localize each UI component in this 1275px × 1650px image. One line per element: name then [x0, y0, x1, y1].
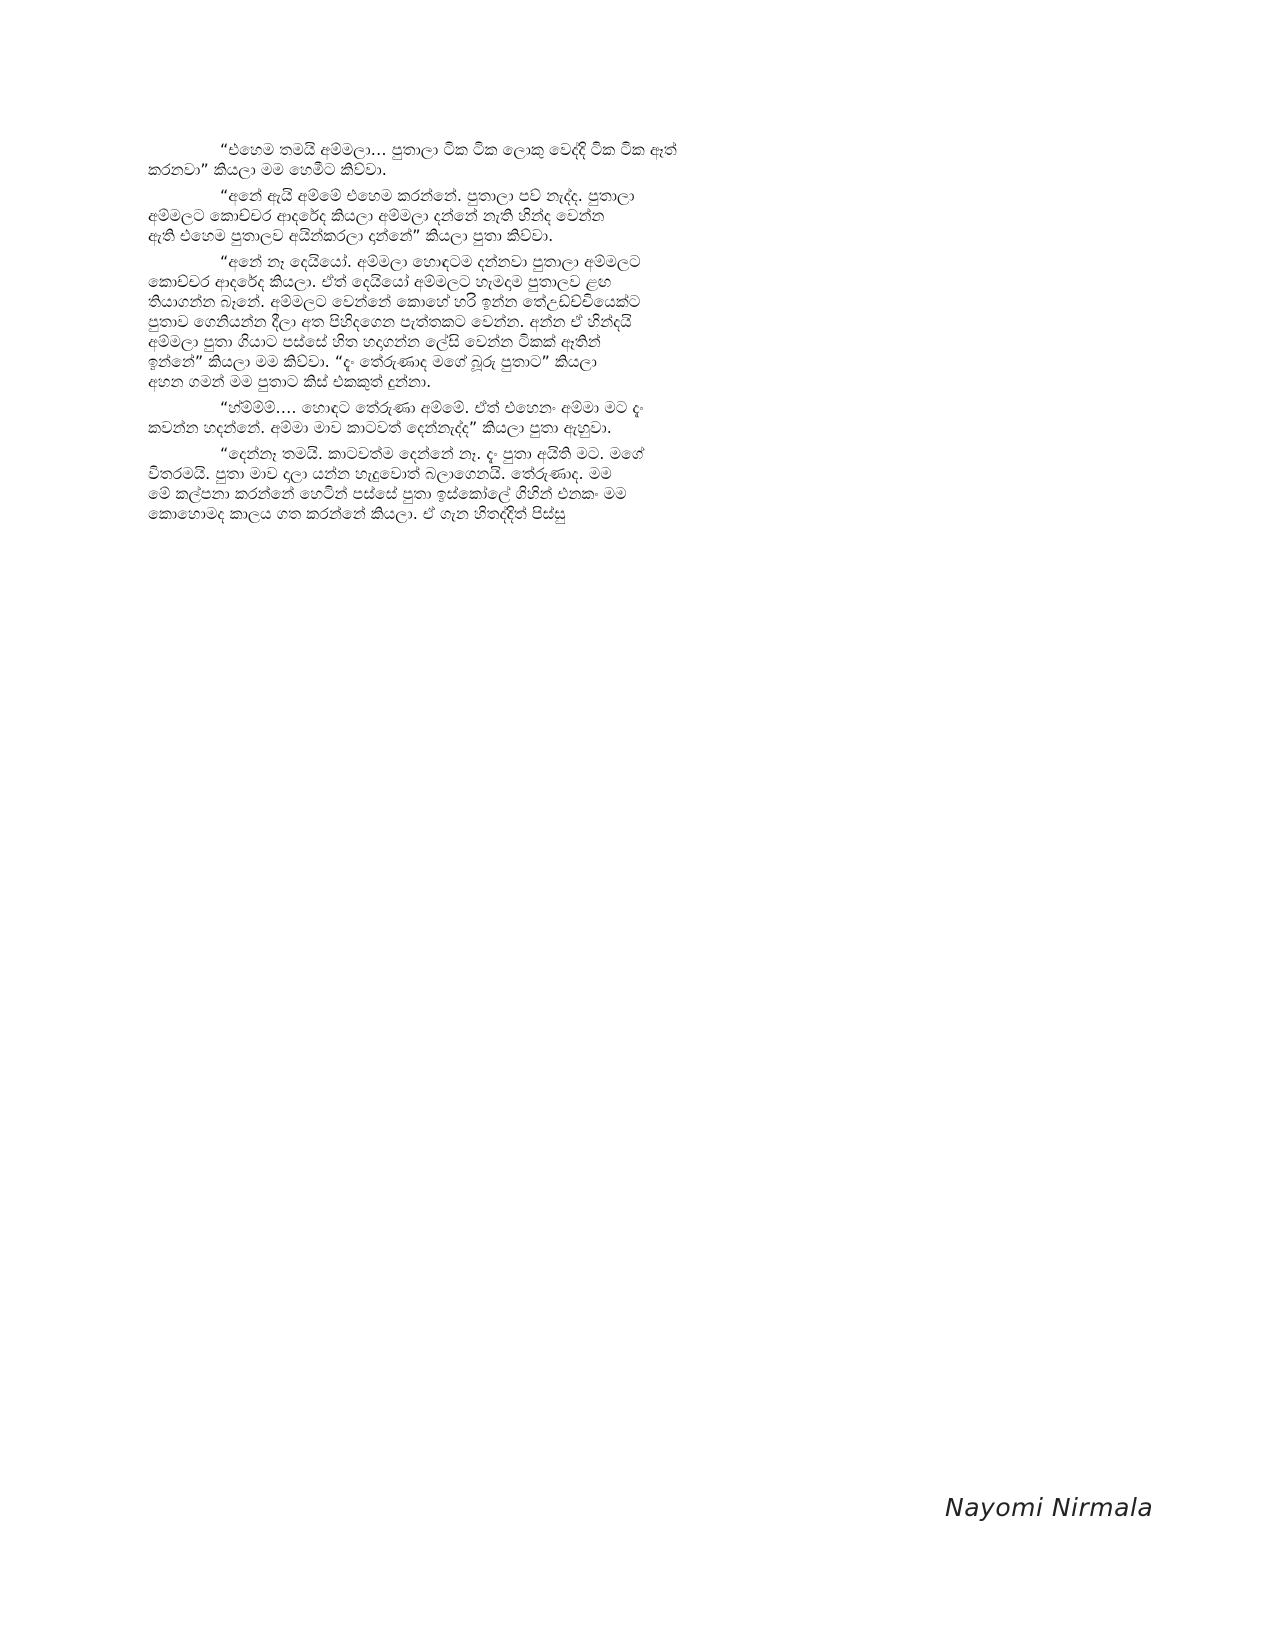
paragraph-line: ඉන්නේ” කියලා මම කිව්වා. “දැං තේරුණාද මගේ බූරු පුතාට” කියලා — [148, 352, 597, 371]
paragraph-line: මේ කල්පනා කරන්නේ හෙටින් පස්සේ පුතා ඉස්කෝලේ ගිහින් එනකං මම — [148, 484, 627, 503]
paragraph-4 — [148, 398, 1088, 438]
paragraph-line: කරනවා” කියලා මම හෙමීට කිව්වා. — [148, 160, 387, 179]
paragraph-2 — [148, 186, 1088, 246]
paragraph-line: “හ්ම්ම්ම්…. හොඳට තේරුණා අම්මේ. ඒත් එහෙනං අම්මා මට දැං — [220, 398, 644, 417]
paragraph-line: “අනේ ඇයි අම්මේ එහෙම කරන්නේ. පුතාලා පව් නැද්ද. පුතාලා — [220, 186, 635, 205]
author-signature: Nayomi Nirmala — [945, 1493, 1154, 1522]
paragraph-line: අම්මලා පුතා ගියාට පස්සේ හිත හදාගන්න ලේසි වෙන්න ටිකක් ඈතින් — [148, 332, 601, 351]
paragraph-line: අහන ගමන් මම පුතාට කිස් එකකුත් දුන්නා. — [148, 372, 432, 391]
paragraph-line: ඇති එහෙම පුතාලව අයින්කරලා දාන්නේ” කියලා පුතා කිව්වා. — [148, 226, 554, 245]
paragraph-1 — [148, 140, 1088, 180]
paragraph-3 — [148, 252, 1088, 392]
paragraph-line: පුතාව ගෙනියන්න දීලා අත පිහිදගෙන පැත්තකට වෙන්න. අන්න ඒ හින්දයි — [148, 312, 632, 331]
paragraph-5 — [148, 444, 1088, 524]
paragraph-line: කවන්න හදන්නේ. අම්මා මාව කාටවත් දෙන්නැද්ද” කියලා පුතා ඇහුවා. — [148, 418, 612, 437]
paragraph-line: විතරමයි. පුතා මාව දාලා යන්න හැදුවොත් බලාගෙනයි. තේරුණාද. මම — [148, 464, 612, 483]
paragraph-line: කොහොමද කාලය ගත කරන්නේ කියලා. ඒ ගැන හිතද්දිත් පිස්සු — [148, 504, 566, 523]
paragraph-line: අම්මලට කොච්චර ආදරේද කියලා අම්මලා දන්නේ නැති හින්ද වෙන්න — [148, 206, 605, 225]
paragraph-line: කොච්චර ආදරේද කියලා. ඒත් දෙයියෝ අම්මලට හැමදාම පුතාලව ළඟ — [148, 272, 612, 291]
paragraph-line: “එහෙම තමයි අම්මලා… පුතාලා ටික ටික ලොකු වෙද්දි ටික ටික ඈත් — [220, 140, 677, 159]
paragraph-line: “අනේ නෑ දෙයියෝ. අම්මලා හොඳටම දන්නවා පුතාලා අම්මලට — [220, 252, 641, 271]
paragraph-line: තියාගන්න බෑනේ. අම්මලට වෙන්නේ කොහේ හරි ඉන්න තේඋඩ්ච්චියෙක්ට — [148, 292, 641, 311]
story-text — [148, 140, 1088, 524]
paragraph-line: “දෙන්නෑ තමයි. කාටවත්ම දෙන්නේ නෑ. දැං පුතා අයිති මට. මගේ — [220, 444, 644, 463]
